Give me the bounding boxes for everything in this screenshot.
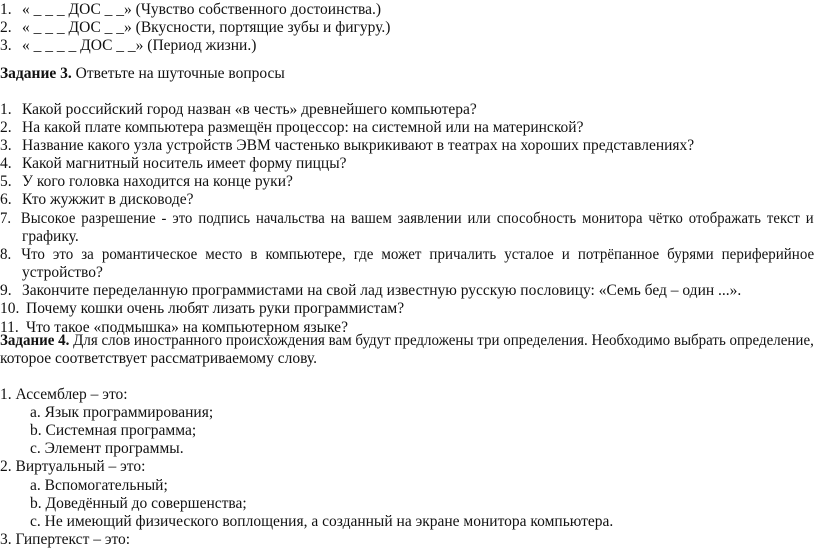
question-text: Что это за романтическое место в компьютере, где может причалить усталое и потрёпанное бурями периферийное <box>21 245 815 263</box>
question-text: Закончите переделанную программистами на свой лад известную русскую пословицу: «Семь бед – один ...». <box>22 282 742 300</box>
question-number: 3. <box>0 136 12 154</box>
question-text: Название какого узла устройств ЭВМ частенько выкрикивают в театрах на хороших представлениях? <box>22 136 695 154</box>
question-text: Что такое «подмышка» на компьютерном языке? <box>26 318 348 336</box>
question-text: У кого головка находится на конце руки? <box>22 173 293 191</box>
question-text-continued: устройство? <box>22 264 103 282</box>
task3-instruction: Ответьте на шуточные вопросы <box>71 65 285 83</box>
task3-heading <box>0 64 285 84</box>
task2-item-1 <box>0 0 381 20</box>
term-2-option-b <box>30 494 247 514</box>
question-number: 11. <box>0 318 19 336</box>
question-number: 9. <box>0 282 12 300</box>
task2-item-3 <box>0 36 256 56</box>
term-title: 3. Гипертекст – это: <box>0 531 131 548</box>
task4-instruction: Для слов иностранного происхождения вам будут предложены три определения. Необходимо выбрать определение, <box>69 332 814 349</box>
item-number: 1. <box>0 1 12 18</box>
question-7-continuation <box>22 227 79 247</box>
item-number: 2. <box>0 19 12 37</box>
question-8 <box>0 245 815 265</box>
question-9 <box>0 281 741 301</box>
option-text: a. Язык программирования; <box>30 403 214 421</box>
question-5 <box>0 172 293 192</box>
term-title: 2. Виртуальный – это: <box>0 458 146 476</box>
question-number: 2. <box>0 118 12 136</box>
task4-instruction-line2: которое соответствует рассматриваемому слову. <box>0 350 317 368</box>
question-1 <box>0 100 477 120</box>
item-number: 3. <box>0 37 12 55</box>
option-text: b. Доведённый до совершенства; <box>30 494 247 512</box>
option-text: c. Не имеющий физического воплощения, а созданный на экране монитора компьютера. <box>30 512 614 530</box>
option-text: c. Элемент программы. <box>30 440 184 458</box>
question-number: 4. <box>0 155 12 172</box>
term-1-option-c <box>30 439 184 459</box>
question-text: На какой плате компьютера размещён процессор: на системной или на материнской? <box>22 118 584 136</box>
term-1-option-a <box>30 403 213 423</box>
question-text: Почему кошки очень любят лизать руки программистам? <box>26 300 405 318</box>
task3-label: Задание 3. <box>0 65 72 83</box>
term-title: 1. Ассемблер – это: <box>0 385 128 403</box>
term-1-option-b <box>30 421 196 441</box>
term-3-title <box>0 530 130 550</box>
question-text: Кто жужжит в дисководе? <box>22 191 194 209</box>
task4-label: Задание 4. <box>0 332 70 349</box>
task4-heading <box>0 331 814 351</box>
question-number: 7. <box>0 209 12 227</box>
term-2-option-a <box>30 476 168 496</box>
question-2 <box>0 118 583 138</box>
option-text: b. Системная программа; <box>30 421 197 439</box>
question-number: 5. <box>0 173 12 191</box>
question-number: 10. <box>0 300 20 318</box>
term-2-title <box>0 457 145 477</box>
question-6 <box>0 190 193 210</box>
question-number: 1. <box>0 100 12 118</box>
question-text: Высокое разрешение - это подпись начальства на вашем заявлении или способность монитора чётко отображать текст и <box>20 209 814 227</box>
question-8-continuation <box>22 263 103 283</box>
option-text: a. Вспомогательный; <box>30 476 168 494</box>
question-7 <box>0 209 814 229</box>
term-1-title <box>0 385 128 405</box>
question-4 <box>0 154 347 174</box>
term-2-option-c <box>30 512 613 532</box>
task2-item-2 <box>0 18 390 38</box>
question-number: 8. <box>0 245 12 263</box>
task4-instruction-continued <box>0 349 317 369</box>
question-text: Какой магнитный носитель имеет форму пиццы? <box>22 155 347 172</box>
question-number: 6. <box>0 191 12 209</box>
item-text: « _ _ _ ДОС _ _» (Чувство собственного достоинства.) <box>22 1 382 18</box>
item-text: « _ _ _ ДОС _ _» (Вкусности, портящие зубы и фигуру.) <box>22 19 391 37</box>
question-10 <box>0 299 404 319</box>
question-text-continued: графику. <box>22 227 79 245</box>
question-3 <box>0 136 694 156</box>
item-text: « _ _ _ _ ДОС _ _» (Период жизни.) <box>22 37 257 55</box>
question-text: Какой российский город назван «в честь» древнейшего компьютера? <box>22 100 477 118</box>
